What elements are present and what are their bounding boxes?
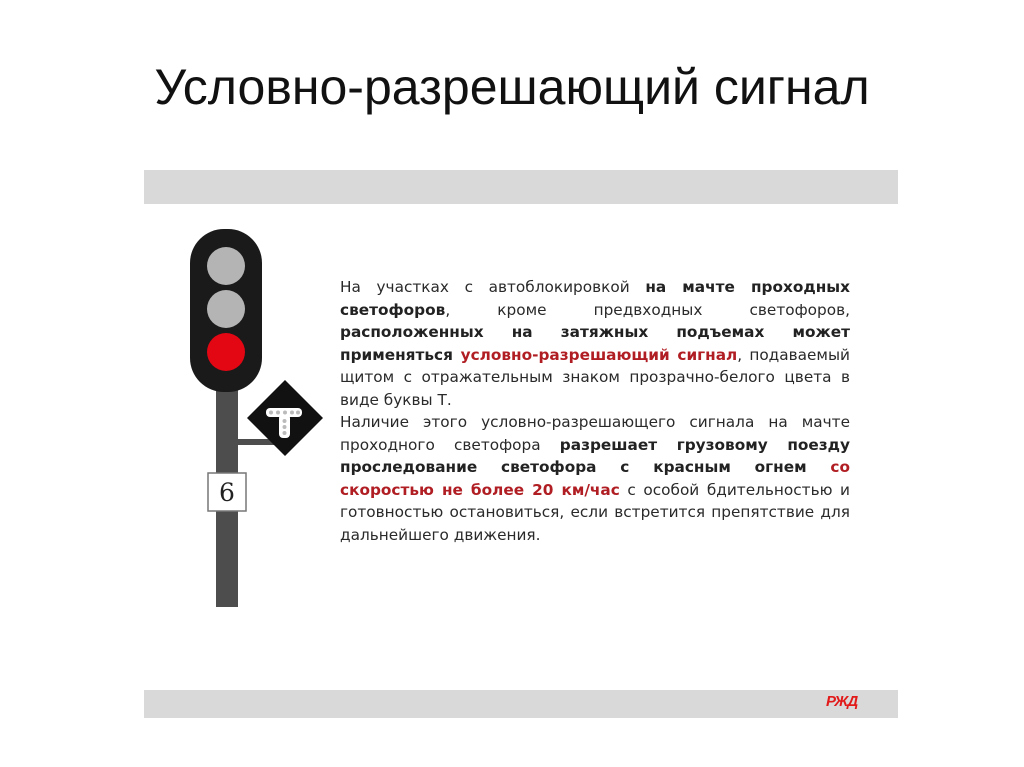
number-plate-label: 6 (219, 478, 235, 507)
slide-title: Условно-разрешающий сигнал (154, 59, 870, 115)
rzd-logo: РЖД (826, 693, 858, 710)
traffic-signal-illustration (180, 222, 330, 612)
signal-lamp-middle (207, 290, 245, 328)
paragraph-1: На участках с автоблокировкой на мачте проходных светофоров, кроме предвходных светофоров, расположенных на затяжных подъемах может применяться условно-разрешающий сигнал, подаваемый щитом с отражательным знаком прозрачно-белого цвета в виде буквы Т. (340, 278, 850, 409)
footer-band (144, 690, 898, 718)
header-band (144, 170, 898, 204)
signal-lamp-red (207, 333, 245, 371)
description-text (340, 276, 850, 546)
paragraph-2: Наличие этого условно-разрешающего сигнала на мачте проходного светофора разрешает грузовому поезду проследование светофора с красным огнем со скоростью не более 20 км/час с особой бдительностью и готовностью остановиться, если встретится препятствие для дальнейшего движения. (340, 413, 850, 544)
signal-lamp-top (207, 247, 245, 285)
